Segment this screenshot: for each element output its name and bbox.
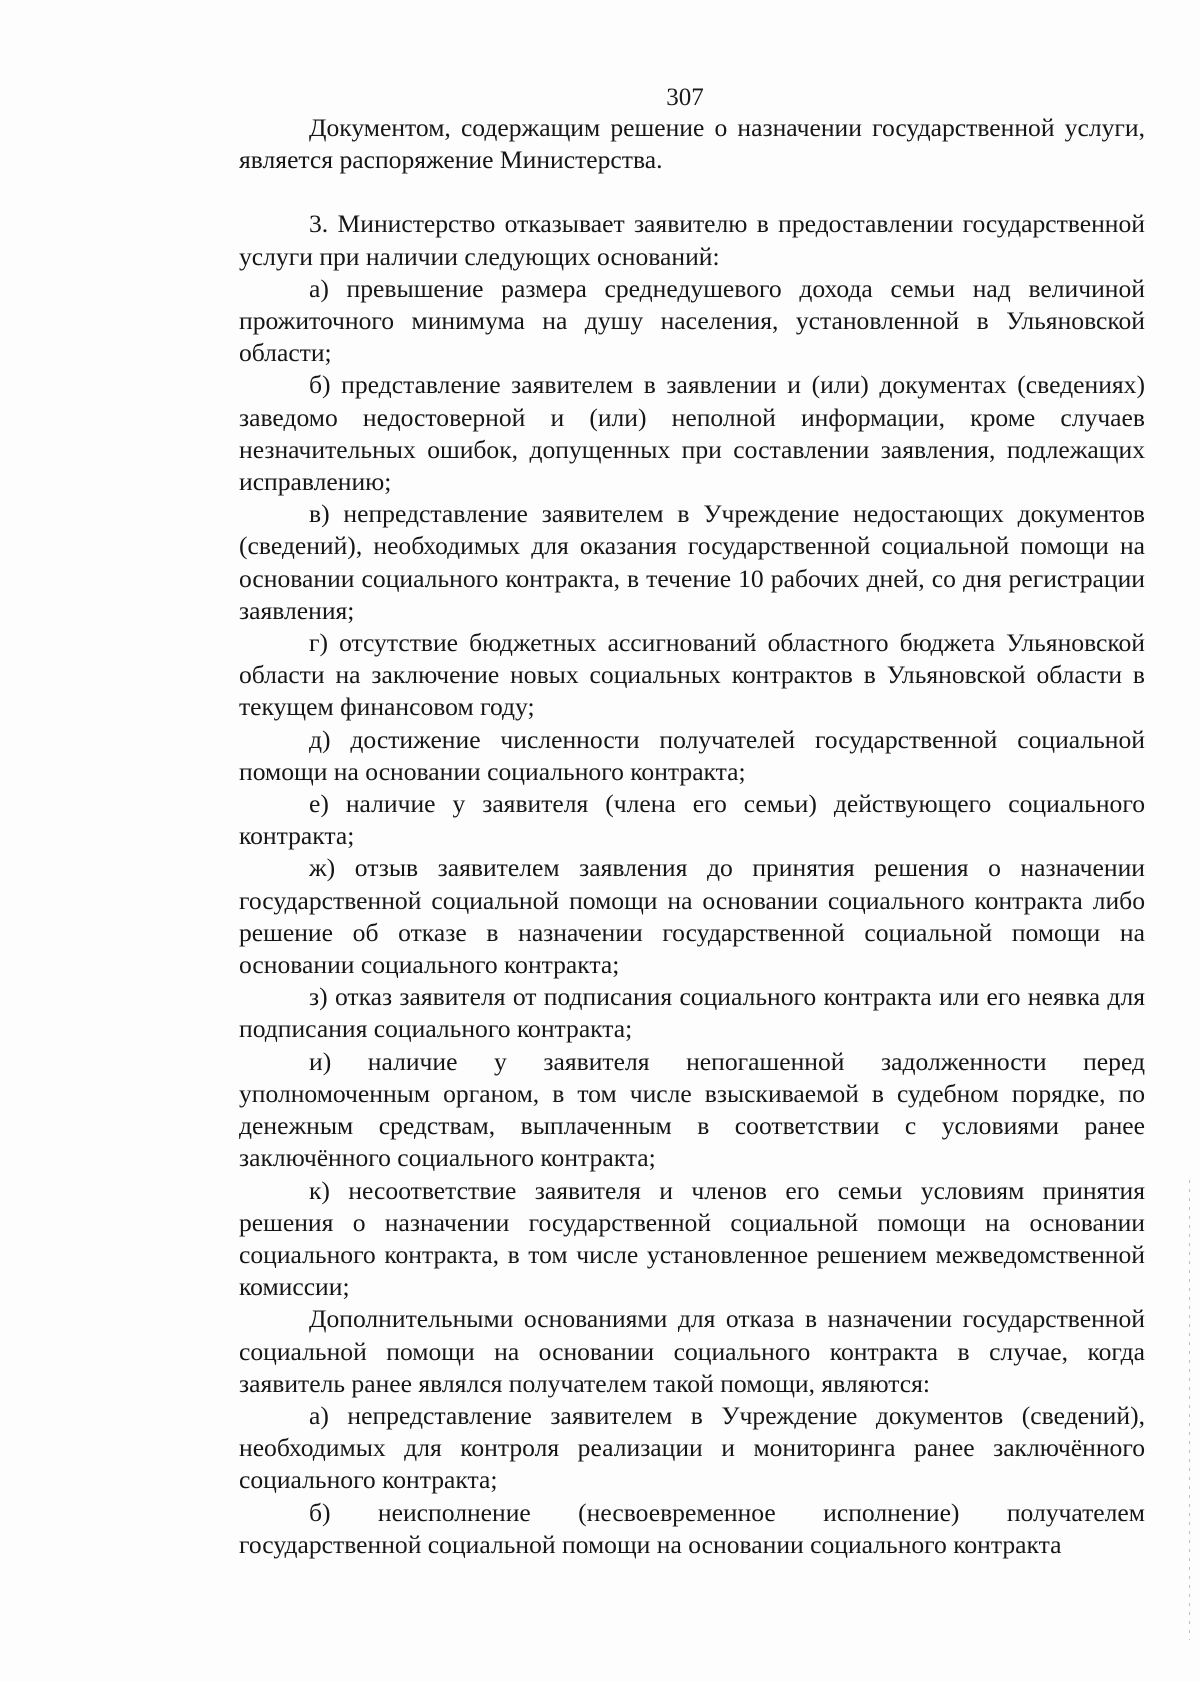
list-item-d: д) достижение численности получателей государственной социальной помощи на основании социального контракта; xyxy=(239,724,1145,786)
list-item-g: г) отсутствие бюджетных ассигнований областного бюджета Ульяновской области на заключение новых социальных контрактов в Ульяновской области в текущем финансовом году; xyxy=(239,628,1145,722)
additional-item-b: б) неисполнение (несвоевременное исполнение) получателем государственной социальной помощи на основании социального контракта xyxy=(239,1497,1145,1559)
list-item-b: б) представление заявителем в заявлении и (или) документах (сведениях) заведомо недостоверной и (или) неполной информации, кроме случаев незначительных ошибок, допущенных при составлении заявления, подлежащих исправлению; xyxy=(239,370,1145,497)
list-item-k: к) несоответствие заявителя и членов его семьи условиям принятия решения о назначении государственной социальной помощи на основании социального контракта, в том числе установленное решением межведомственной комиссии; xyxy=(239,1175,1145,1302)
list-item-a: а) превышение размера среднедушевого дохода семьи над величиной прожиточного минимума на душу населения, установленной в Ульяновской области; xyxy=(239,273,1145,368)
document-body xyxy=(239,112,1145,1561)
paragraph-decision-document: Документом, содержащим решение о назначении государственной услуги, является распоряжение Министерства. xyxy=(239,113,1145,175)
additional-item-a: а) непредставление заявителем в Учреждение документов (сведений), необходимых для контроля реализации и мониторинга ранее заключённого социального контракта; xyxy=(239,1400,1145,1495)
list-item-e: е) наличие у заявителя (члена его семьи) действующего социального контракта; xyxy=(239,789,1145,851)
list-item-i: и) наличие у заявителя непогашенной задолженности перед уполномоченным органом, в том числе взыскиваемой в судебном порядке, по денежным средствам, выплаченным в соответствии с условиями ранее заключённого социального контракта; xyxy=(239,1046,1145,1173)
paragraph-additional-grounds: Дополнительными основаниями для отказа в назначении государственной социальной помощи на основании социального контракта в случае, когда заявитель ранее являлся получателем такой помощи, являются: xyxy=(239,1304,1145,1398)
page-number: 307 xyxy=(666,84,704,111)
list-item-zh: ж) отзыв заявителем заявления до принятия решения о назначении государственной социальной помощи на основании социального контракта либо решение об отказе в назначении государственной социальной помощи на основании социального контракта; xyxy=(239,853,1145,980)
list-item-z: з) отказ заявителя от подписания социального контракта или его неявка для подписания социального контракта; xyxy=(239,982,1145,1044)
list-item-v: в) непредставление заявителем в Учреждение недостающих документов (сведений), необходимых для оказания государственной социальной помощи на основании социального контракта, в течение 10 рабочих дней, со дня регистрации заявления; xyxy=(239,499,1145,625)
scan-edge-mark xyxy=(1189,1180,1190,1640)
paragraph-refusal-grounds: 3. Министерство отказывает заявителю в предоставлении государственной услуги при наличии следующих оснований: xyxy=(239,209,1145,271)
